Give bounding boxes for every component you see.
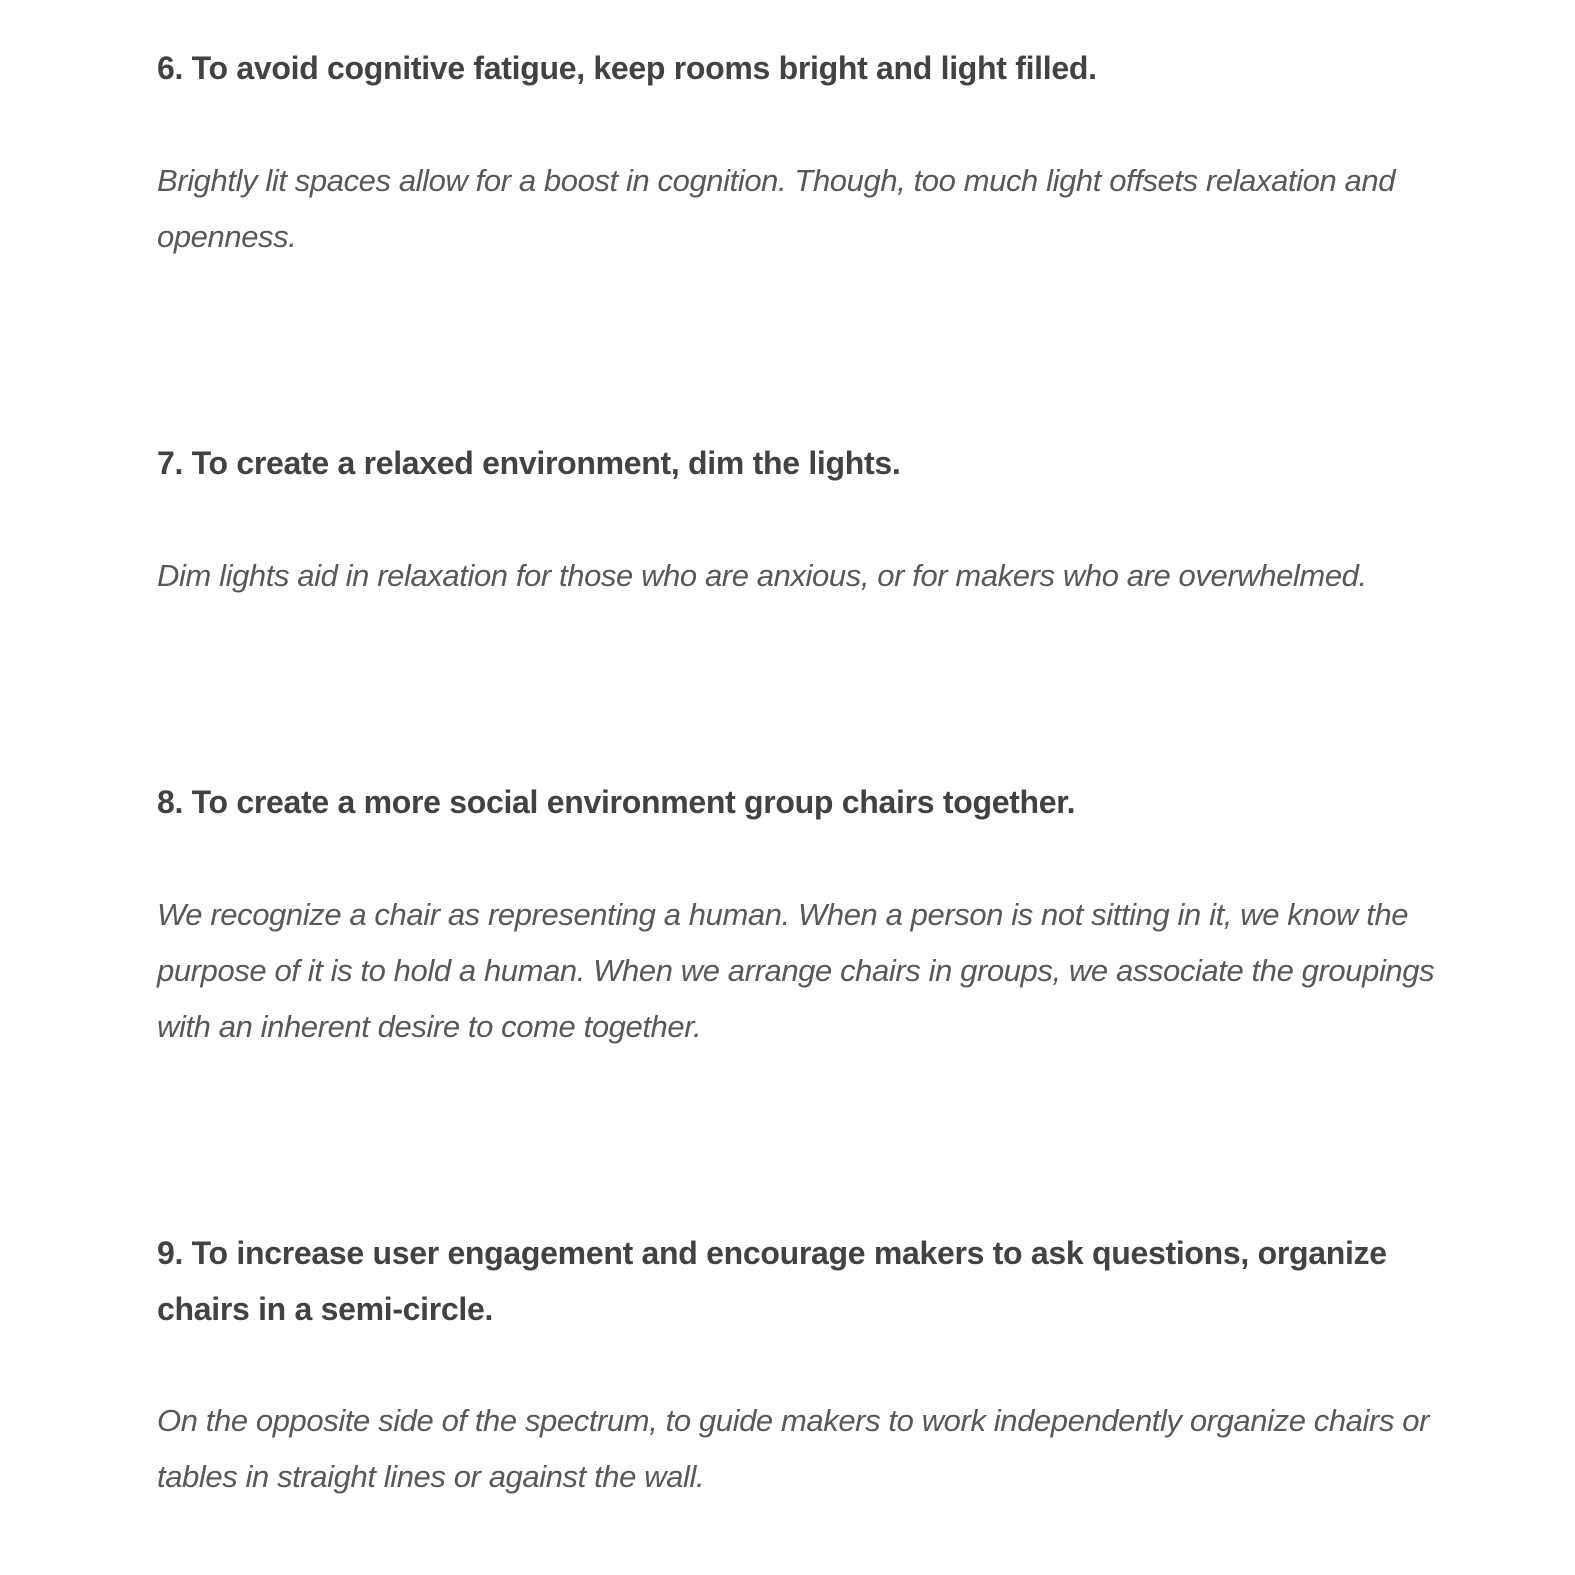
section-6-body: Brightly lit spaces allow for a boost in cognition. Though, too much light offsets relaxation and openness. xyxy=(157,163,1396,254)
section-7-body: Dim lights aid in relaxation for those who are anxious, or for makers who are overwhelmed. xyxy=(157,558,1367,593)
section-8-heading: 8. To create a more social environment group chairs together. xyxy=(157,784,1076,820)
section-9-heading: 9. To increase user engagement and encourage makers to ask questions, organize chairs in a semi-circle. xyxy=(157,1235,1387,1327)
section-7-heading: 7. To create a relaxed environment, dim the lights. xyxy=(157,445,901,481)
section-6-heading: 6. To avoid cognitive fatigue, keep rooms bright and light filled. xyxy=(157,50,1097,86)
section-8-body: We recognize a chair as representing a human. When a person is not sitting in it, we know the purpose of it is to hold a human. When we arrange chairs in groups, we associate the groupings with an inherent desire to come together. xyxy=(157,897,1435,1044)
section-9-body: On the opposite side of the spectrum, to guide makers to work independently organize chairs or tables in straight lines or against the wall. xyxy=(157,1403,1430,1494)
